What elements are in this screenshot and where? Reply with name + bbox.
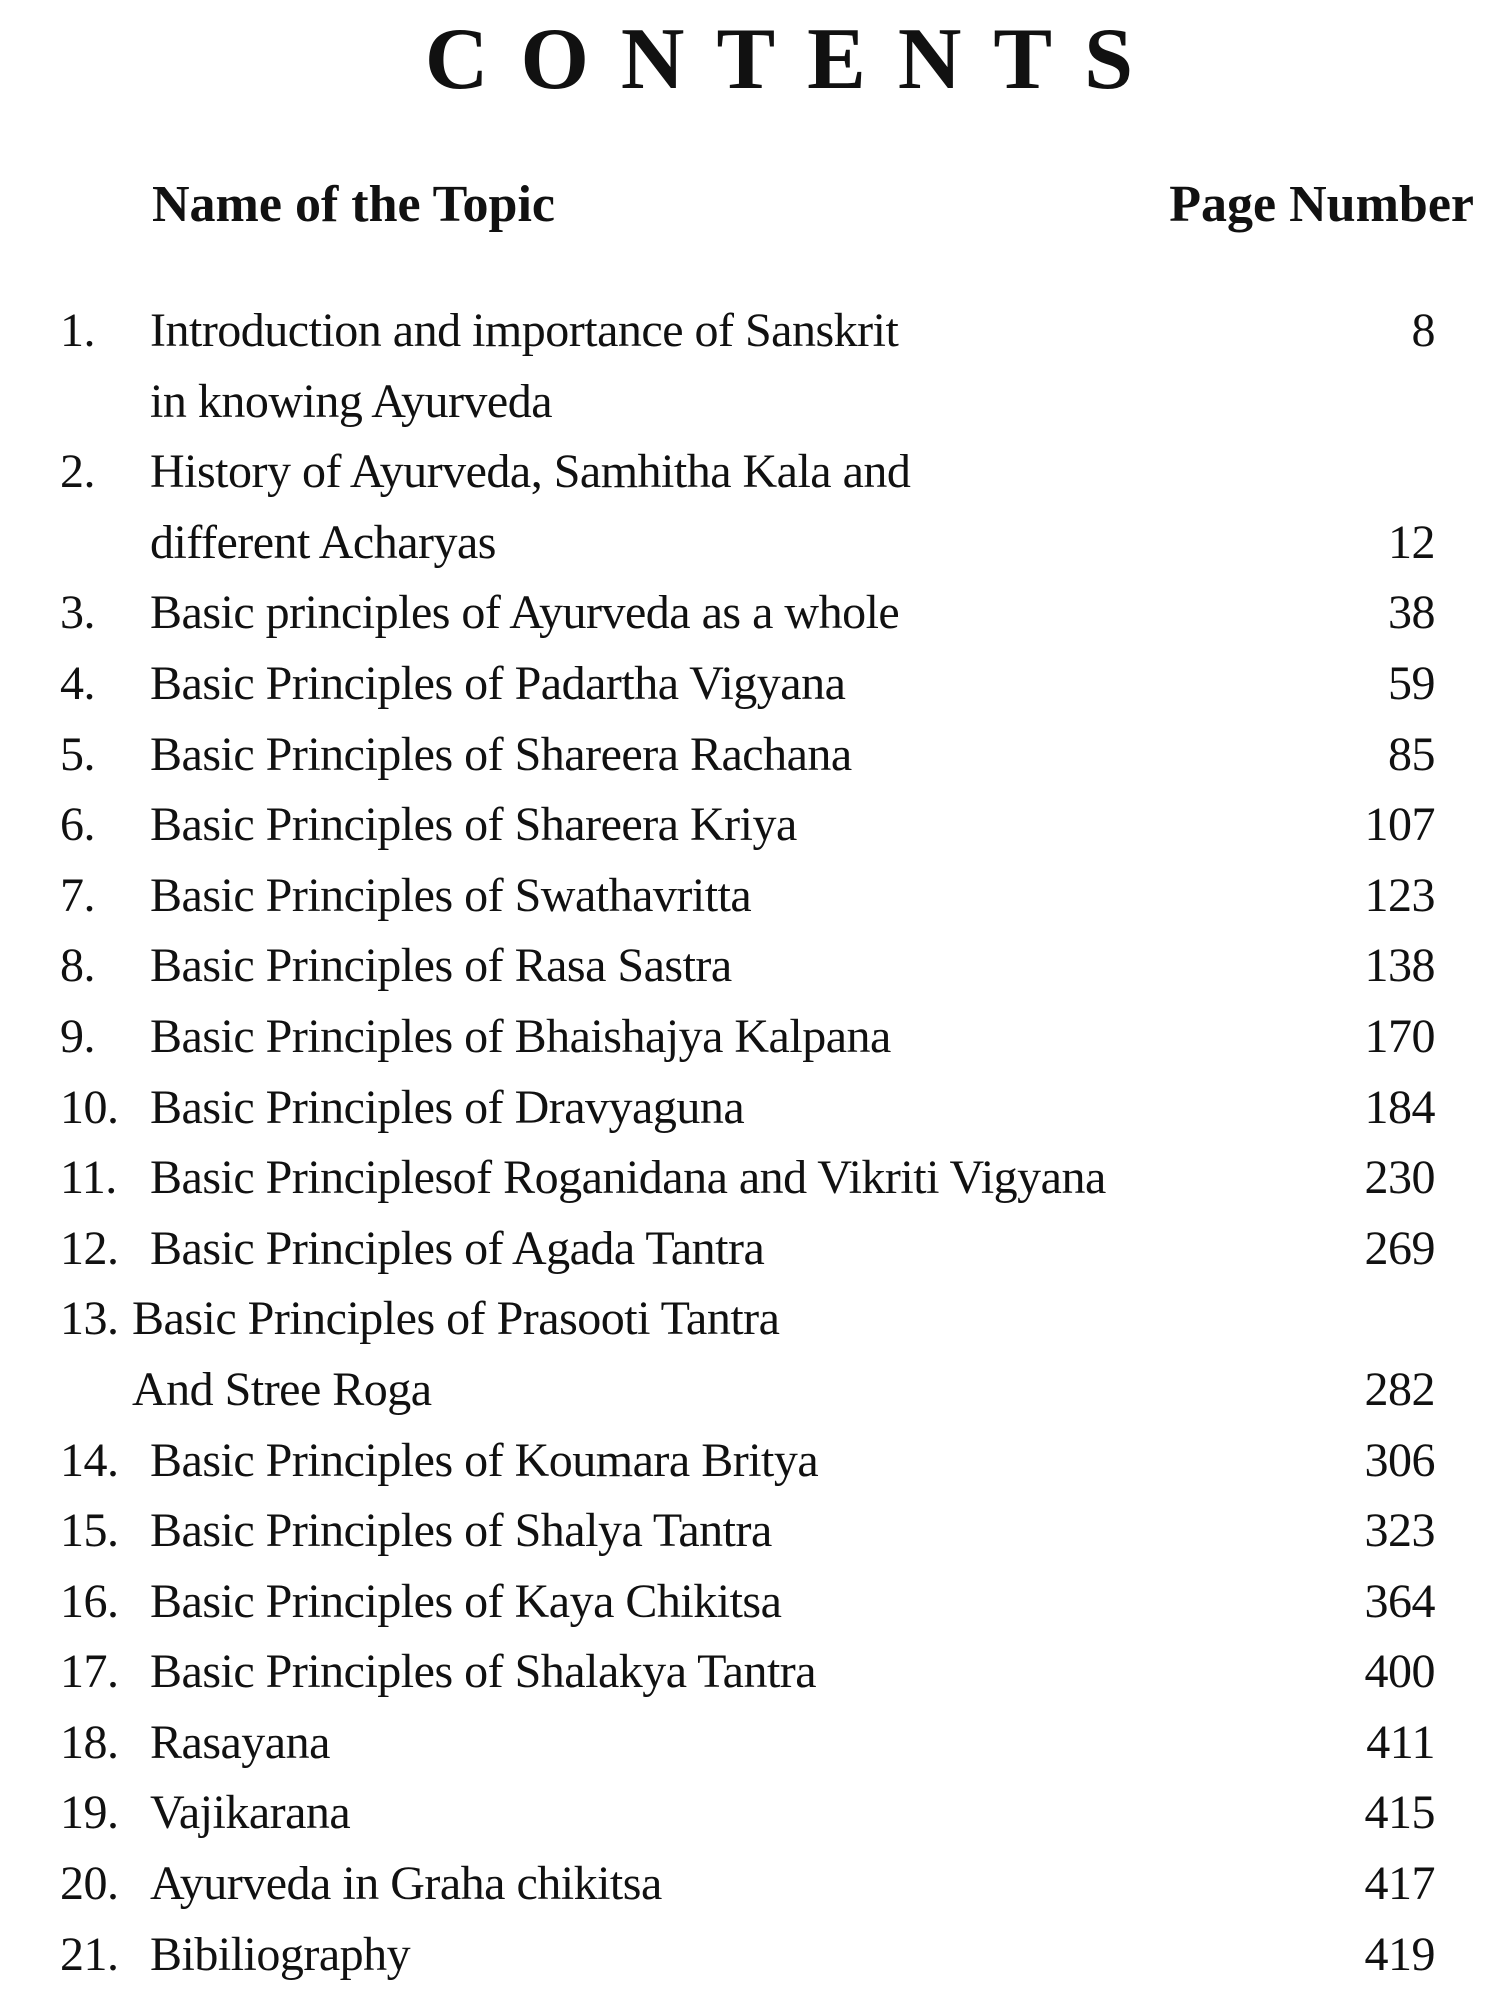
toc-entry-line <box>0 1849 1500 1920</box>
entry-page-number: 184 <box>1364 1080 1435 1134</box>
toc-entry-line <box>0 1284 1500 1355</box>
entry-page-number: 59 <box>1388 656 1435 710</box>
toc-entry-line <box>0 508 1500 579</box>
entry-number: 18. <box>60 1715 119 1769</box>
entry-number: 15. <box>60 1504 119 1558</box>
entry-number: 3. <box>60 586 95 640</box>
entry-topic: Basic Principles of Shareera Rachana <box>150 727 852 781</box>
entry-page-number: 107 <box>1364 798 1435 852</box>
entry-page-number: 38 <box>1388 586 1435 640</box>
toc-entry-line <box>0 1708 1500 1779</box>
entry-number: 2. <box>60 445 95 499</box>
toc-entry-line <box>0 790 1500 861</box>
entry-topic: Basic Principles of Prasooti Tantra <box>132 1292 780 1346</box>
entry-page-number: 138 <box>1364 939 1435 993</box>
entry-page-number: 415 <box>1364 1786 1435 1840</box>
entry-topic: Bibiliography <box>150 1927 411 1981</box>
toc-entry-line <box>0 720 1500 791</box>
entry-number: 6. <box>60 798 95 852</box>
toc-entry-line <box>0 1073 1500 1144</box>
entry-number: 17. <box>60 1645 119 1699</box>
entry-number: 14. <box>60 1433 119 1487</box>
entry-topic: in knowing Ayurveda <box>150 374 553 428</box>
entry-topic: Basic principles of Ayurveda as a whole <box>150 586 900 640</box>
entry-number: 19. <box>60 1786 119 1840</box>
entry-number: 5. <box>60 727 95 781</box>
entry-number: 1. <box>60 304 95 357</box>
entry-page-number: 323 <box>1364 1504 1435 1558</box>
entry-topic: Ayurveda in Graha chikitsa <box>150 1857 662 1911</box>
entry-topic: History of Ayurveda, Samhitha Kala and <box>150 445 911 499</box>
toc-entry-line <box>0 1567 1500 1638</box>
toc-entry-line <box>0 1214 1500 1285</box>
entry-topic: Basic Principlesof Roganidana and Vikriti Vigyana <box>150 1151 1106 1205</box>
entry-page-number: 364 <box>1364 1574 1435 1628</box>
entry-number: 4. <box>60 656 95 710</box>
entry-topic: Introduction and importance of Sanskrit <box>150 304 899 357</box>
page-number-column-header: Page Number <box>1169 176 1474 233</box>
entry-number: 8. <box>60 939 95 993</box>
toc-entry-line <box>0 931 1500 1002</box>
entry-topic: Basic Principles of Agada Tantra <box>150 1221 765 1275</box>
entry-topic: Basic Principles of Swathavritta <box>150 868 752 922</box>
entry-topic: And Stree Roga <box>132 1362 432 1416</box>
topic-column-header: Name of the Topic <box>152 176 555 233</box>
entry-page-number: 417 <box>1364 1857 1435 1911</box>
toc-entry-line <box>0 367 1500 438</box>
entry-topic: Basic Principles of Shareera Kriya <box>150 798 797 852</box>
table-of-contents <box>0 296 1500 1990</box>
entry-page-number: 419 <box>1364 1927 1435 1981</box>
toc-entry-line <box>0 437 1500 508</box>
toc-entry-line <box>0 1778 1500 1849</box>
entry-page-number: 12 <box>1388 515 1435 569</box>
toc-entry-line <box>0 296 1500 367</box>
toc-entry-line <box>0 1355 1500 1426</box>
entry-page-number: 8 <box>1411 304 1435 357</box>
toc-entry-line <box>0 1637 1500 1708</box>
entry-number: 12. <box>60 1221 119 1275</box>
entry-topic: Basic Principles of Kaya Chikitsa <box>150 1574 782 1628</box>
entry-page-number: 170 <box>1364 1009 1435 1063</box>
toc-entry-line <box>0 1920 1500 1991</box>
entry-topic: Basic Principles of Dravyaguna <box>150 1080 745 1134</box>
toc-entry-line <box>0 1143 1500 1214</box>
toc-entry-line <box>0 649 1500 720</box>
toc-entry-line <box>0 1002 1500 1073</box>
entry-topic: Basic Principles of Shalakya Tantra <box>150 1645 817 1699</box>
entry-page-number: 282 <box>1364 1362 1435 1416</box>
entry-number: 20. <box>60 1857 119 1911</box>
entry-page-number: 269 <box>1364 1221 1435 1275</box>
entry-number: 21. <box>60 1927 119 1981</box>
entry-topic: Basic Principles of Padartha Vigyana <box>150 656 846 710</box>
entry-topic: Basic Principles of Bhaishajya Kalpana <box>150 1009 891 1063</box>
entry-page-number: 85 <box>1388 727 1435 781</box>
entry-page-number: 400 <box>1364 1645 1435 1699</box>
entry-page-number: 123 <box>1364 868 1435 922</box>
entry-number: 9. <box>60 1009 95 1063</box>
toc-entry-line <box>0 1496 1500 1567</box>
entry-topic: Basic Principles of Rasa Sastra <box>150 939 732 993</box>
toc-entry-line <box>0 1426 1500 1497</box>
entry-topic: Basic Principles of Shalya Tantra <box>150 1504 772 1558</box>
entry-page-number: 230 <box>1364 1151 1435 1205</box>
toc-entry-line <box>0 578 1500 649</box>
entry-number: 7. <box>60 868 95 922</box>
entry-number: 11. <box>60 1151 117 1205</box>
entry-number: 13. <box>60 1292 119 1346</box>
entry-number: 10. <box>60 1080 119 1134</box>
entry-page-number: 411 <box>1366 1715 1435 1769</box>
page-title: CONTENTS <box>424 11 1166 108</box>
entry-number: 16. <box>60 1574 119 1628</box>
toc-entry-line <box>0 861 1500 932</box>
entry-topic: Basic Principles of Koumara Britya <box>150 1433 819 1487</box>
entry-topic: Vajikarana <box>150 1786 351 1840</box>
entry-topic: Rasayana <box>150 1715 330 1769</box>
entry-topic: different Acharyas <box>150 515 496 569</box>
entry-page-number: 306 <box>1364 1433 1435 1487</box>
